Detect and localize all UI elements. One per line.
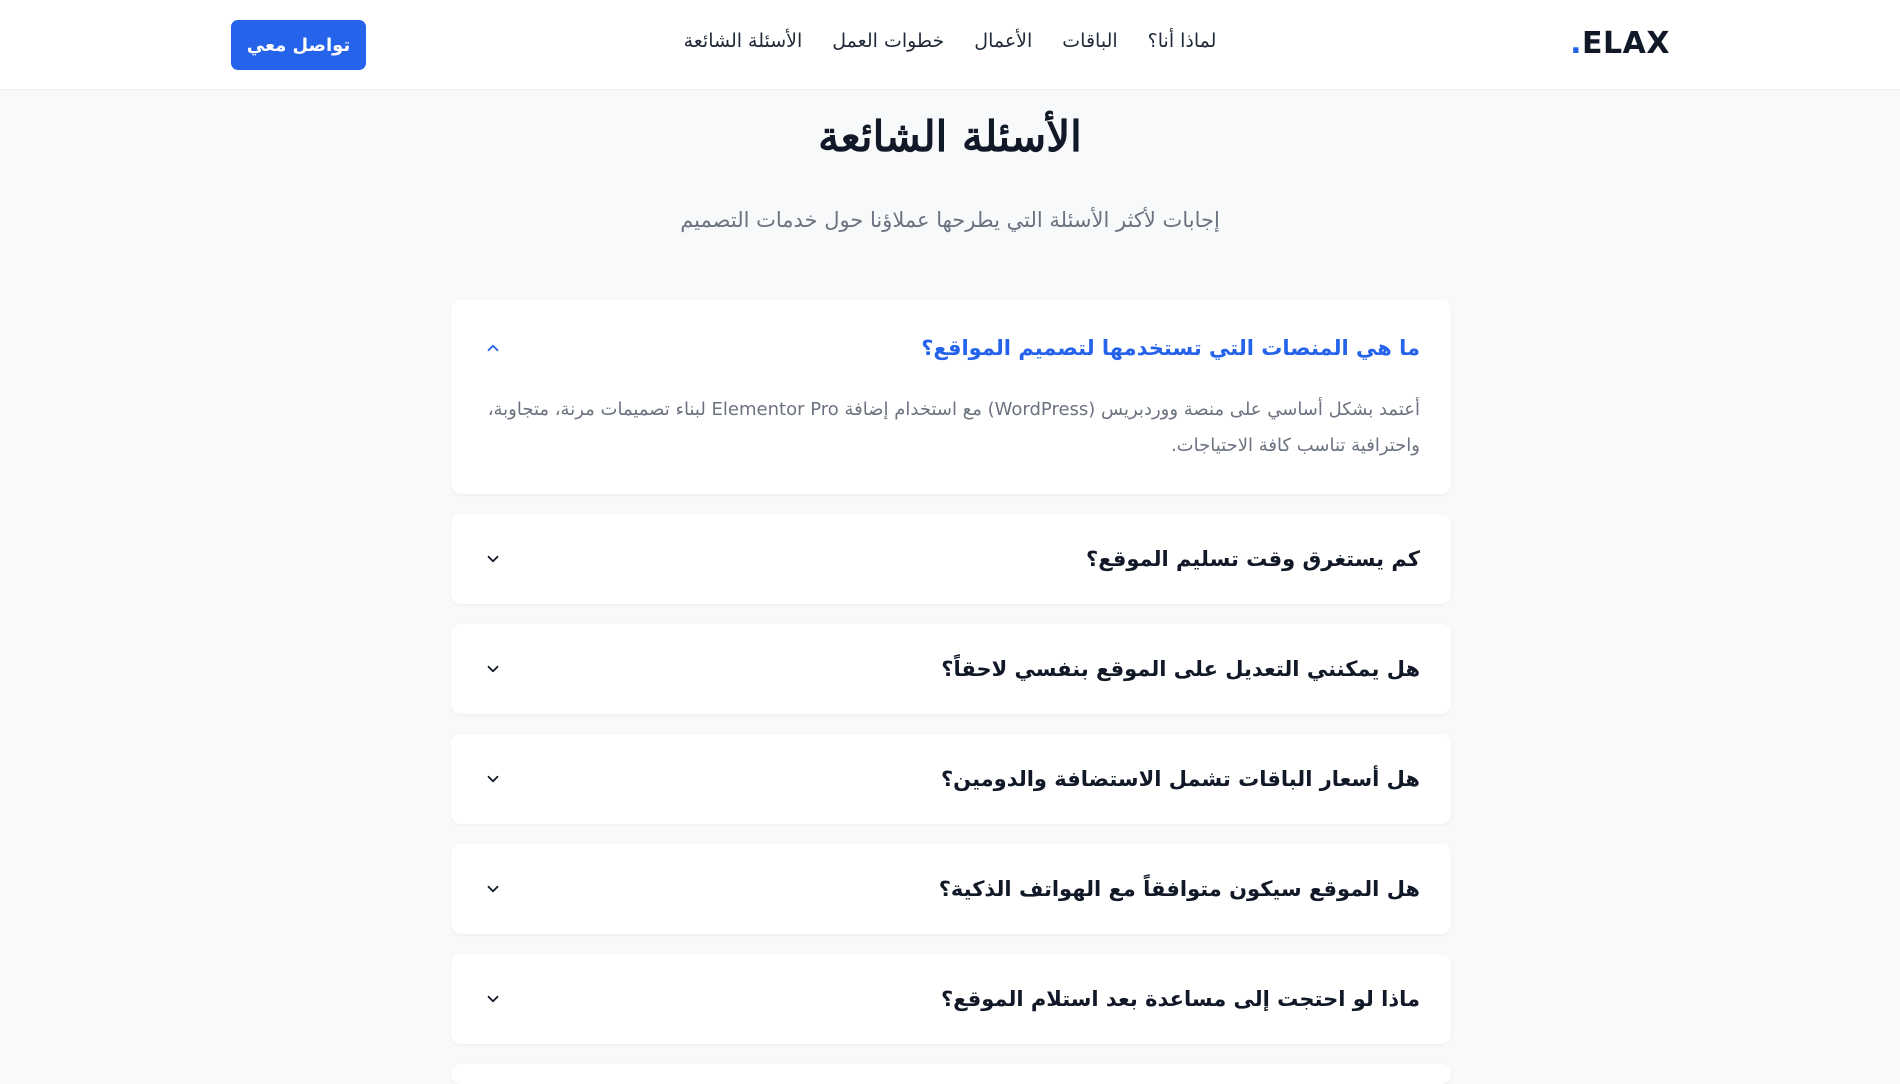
nav-item-why-me[interactable]: لماذا أنا؟ [1147, 30, 1217, 52]
faq-item[interactable] [451, 624, 1451, 714]
faq-question-row[interactable] [451, 514, 1451, 604]
faq-question: هل يمكنني التعديل على الموقع بنفسي لاحقاً؟ [941, 657, 1420, 681]
page-subtitle: إجابات لأكثر الأسئلة التي يطرحها عملاؤنا حول خدمات التصميم [680, 208, 1220, 232]
faq-question: ماذا لو احتجت إلى مساعدة بعد استلام الموقع؟ [940, 987, 1420, 1011]
faq-list [451, 300, 1451, 1084]
nav-item-faq[interactable]: الأسئلة الشائعة [683, 30, 803, 52]
faq-question: هل أسعار الباقات تشمل الاستضافة والدومين؟ [941, 767, 1420, 791]
faq-item-partial[interactable] [451, 1064, 1451, 1084]
faq-answer: أعتمد بشكل أساسي على منصة ووردبريس (WordPress) مع استخدام إضافة Elementor Pro لبناء تصميمات مرنة، متجاوبة، واحترافية تناسب كافة الاحتياجات. [487, 399, 1420, 456]
nav-item-works[interactable]: الأعمال [974, 30, 1033, 52]
faq-item[interactable] [451, 734, 1451, 824]
nav-item-packages[interactable]: الباقات [1062, 30, 1118, 52]
logo-text: ELAX [1582, 26, 1670, 61]
nav-item-work-steps[interactable]: خطوات العمل [832, 30, 945, 52]
faq-item[interactable] [451, 954, 1451, 1044]
chevron-down-icon [481, 547, 505, 571]
site-header [0, 0, 1900, 90]
contact-me-button[interactable]: تواصل معي [231, 20, 366, 70]
logo-dot: . [1570, 26, 1583, 61]
chevron-down-icon [481, 657, 505, 681]
chevron-down-icon [481, 767, 505, 791]
faq-question: ما هي المنصات التي تستخدمها لتصميم المواقع؟ [921, 336, 1420, 360]
chevron-up-icon [481, 336, 505, 360]
faq-question-row[interactable] [451, 734, 1451, 824]
chevron-down-icon [481, 877, 505, 901]
faq-item[interactable] [451, 844, 1451, 934]
faq-question: هل الموقع سيكون متوافقاً مع الهواتف الذكية؟ [938, 877, 1420, 901]
faq-question-row[interactable] [451, 624, 1451, 714]
chevron-down-icon [481, 987, 505, 1011]
page-title: الأسئلة الشائعة [818, 112, 1082, 161]
faq-question-row[interactable] [451, 300, 1451, 392]
faq-question-row[interactable] [451, 954, 1451, 1044]
faq-item[interactable] [451, 514, 1451, 604]
faq-question: كم يستغرق وقت تسليم الموقع؟ [1086, 547, 1420, 571]
faq-item[interactable] [451, 300, 1451, 494]
faq-question-row[interactable] [451, 844, 1451, 934]
